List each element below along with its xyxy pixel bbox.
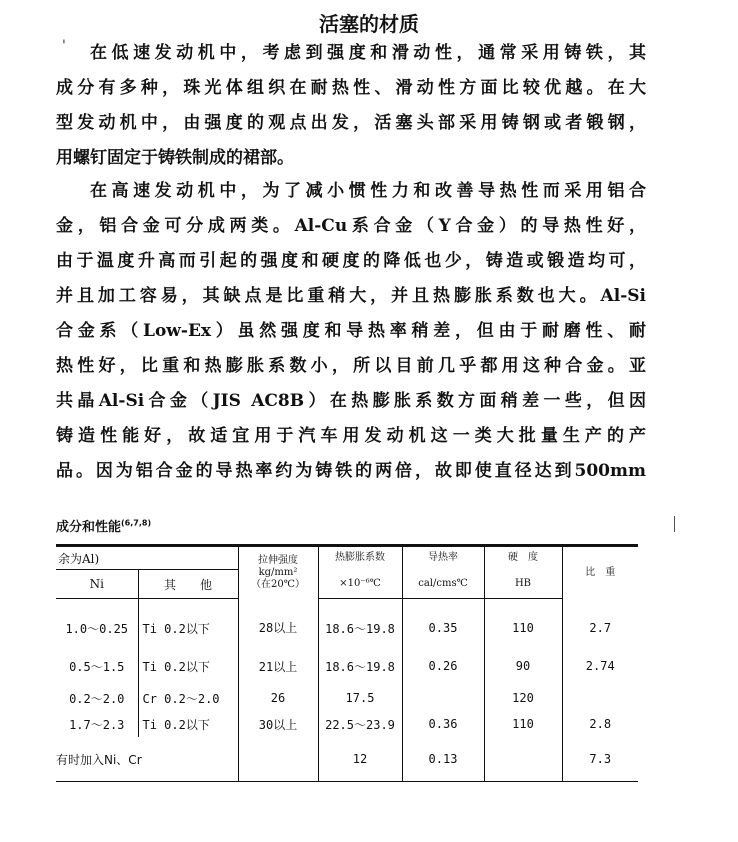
properties-table-grid	[56, 547, 638, 782]
cell-conductivity: 0.13	[402, 737, 484, 782]
margin-mark: '	[62, 38, 66, 54]
properties-table	[56, 544, 638, 782]
table-row	[56, 711, 638, 737]
paragraph-line: 合金系（Low-Ex）虽然强度和导热率稍差，但由于耐磨性、耐	[56, 321, 646, 341]
paragraph-line: 由于温度升高而引起的强度和硬度的降低也少，铸造或锻造均可，	[56, 251, 646, 271]
header-hardness-unit: HB	[484, 570, 562, 599]
table-title-text: 成分和性能	[56, 520, 122, 535]
paragraph-line: 铸造性能好，故适宜用于汽车用发动机这一类大批量生产的产	[56, 426, 646, 446]
cell-conductivity: 0.26	[402, 647, 484, 685]
cell-hardness	[484, 737, 562, 782]
paragraph-line: 热性好，比重和热膨胀系数小，所以目前几乎都用这种合金。亚	[56, 356, 646, 376]
paragraph-line: 在高速发动机中，为了减小惯性力和改善导热性而采用铝合	[90, 181, 646, 201]
header-expansion: 热膨胀系数	[318, 547, 402, 570]
scan-mark	[674, 516, 675, 532]
header-expansion-unit: ×10⁻⁶℃	[318, 570, 402, 599]
cell-ni: 0.2～2.0	[56, 685, 138, 711]
cell-tensile: 26	[238, 685, 318, 711]
table-row	[56, 599, 638, 648]
cell-tensile: 28以上	[238, 599, 318, 648]
cell-tensile	[238, 737, 318, 782]
cell-hardness: 90	[484, 647, 562, 685]
cell-tensile: 30以上	[238, 711, 318, 737]
table-subheader-row	[56, 570, 638, 599]
cell-other: Cr 0.2～2.0	[138, 685, 238, 711]
table-header-row	[56, 547, 638, 570]
header-ni: Ni	[56, 570, 138, 599]
header-tensile	[238, 547, 318, 599]
header-conductivity: 导热率	[402, 547, 484, 570]
cell-gravity: 2.7	[562, 599, 638, 648]
paragraph-line: 并且加工容易，其缺点是比重稍大，并且热膨胀系数也大。Al-Si	[56, 286, 646, 306]
cell-gravity: 2.74	[562, 647, 638, 685]
cell-hardness: 110	[484, 599, 562, 648]
paragraph-line: 用螺钉固定于铸铁制成的裙部。	[56, 148, 294, 168]
cell-tensile: 21以上	[238, 647, 318, 685]
cell-expansion: 17.5	[318, 685, 402, 711]
cell-hardness: 110	[484, 711, 562, 737]
cell-other: Ti 0.2以下	[138, 599, 238, 648]
header-other: 其 他	[138, 570, 238, 599]
cell-ni: 1.7～2.3	[56, 711, 138, 737]
cell-gravity	[562, 685, 638, 711]
cell-expansion: 18.6～19.8	[318, 647, 402, 685]
cell-gravity: 2.8	[562, 711, 638, 737]
table-title	[56, 516, 151, 535]
cell-conductivity	[402, 685, 484, 711]
cell-ni: 0.5～1.5	[56, 647, 138, 685]
header-gravity: 比 重	[562, 547, 638, 599]
paragraph-line: 型发动机中，由强度的观点出发，活塞头部采用铸钢或者锻钢，	[56, 113, 646, 133]
cell-hardness: 120	[484, 685, 562, 711]
paragraph-line: 成分有多种，珠光体组织在耐热性、滑动性方面比较优越。在大	[56, 78, 646, 98]
cell-expansion: 22.5～23.9	[318, 711, 402, 737]
paragraph-line: 品。因为铝合金的导热率约为铸铁的两倍，故即使直径达到500mm	[56, 461, 646, 481]
header-tensile-unit: kg/mm²	[258, 566, 298, 578]
table-title-ref: (6,7,8)	[121, 518, 152, 528]
cell-gravity: 7.3	[562, 737, 638, 782]
page-title: 活塞的材质	[319, 12, 419, 36]
table-row	[56, 685, 638, 711]
cell-ni: 1.0～0.25	[56, 599, 138, 648]
header-hardness: 硬 度	[484, 547, 562, 570]
paragraph-line: 在低速发动机中，考虑到强度和滑动性，通常采用铸铁，其	[90, 43, 646, 63]
paragraph-line: 金，铝合金可分成两类。Al-Cu系合金（Y合金）的导热性好，	[56, 216, 646, 236]
header-conductivity-unit: cal/cms℃	[402, 570, 484, 599]
cell-conductivity: 0.36	[402, 711, 484, 737]
header-tensile-condition: （在20℃）	[251, 578, 305, 590]
header-tensile-label: 拉伸强度	[258, 554, 298, 566]
paragraph-line: 共晶Al-Si合金（JIS AC8B）在热膨胀系数方面稍差一些，但因	[56, 391, 646, 411]
table-row	[56, 737, 638, 782]
cell-other: Ti 0.2以下	[138, 647, 238, 685]
header-remainder-al: 余为Al)	[56, 547, 238, 570]
cell-conductivity: 0.35	[402, 599, 484, 648]
cell-other: Ti 0.2以下	[138, 711, 238, 737]
cell-expansion: 12	[318, 737, 402, 782]
table-row	[56, 647, 638, 685]
paragraph-2	[56, 174, 646, 489]
cell-note: 有时加入Ni、Cr	[56, 737, 238, 782]
cell-expansion: 18.6～19.8	[318, 599, 402, 648]
paragraph-1	[56, 36, 646, 176]
